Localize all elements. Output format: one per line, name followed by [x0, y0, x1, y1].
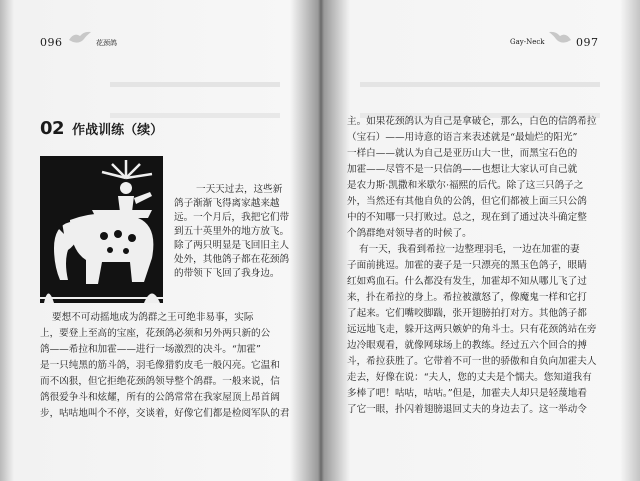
text-line: 多棒了吧！咕咕，咕咕。”但是，加霍夫人却只是轻蔑地看	[347, 388, 587, 399]
chapter-number: 02	[40, 118, 65, 139]
left-page-number: 096	[40, 36, 63, 49]
text-line: 有一天，我看到希拉一边整理羽毛，一边在加霍的妻	[359, 244, 580, 255]
text-line: 远远地飞走，躲开这两只嫉妒的角斗士。只有花颈鸽站在旁	[347, 324, 597, 335]
text-line: 步，咕咕地叫个不停，交谈着，好像它们都是检阅军队的君	[40, 408, 290, 419]
text-line: 除了两只明显是飞回旧主人	[174, 240, 290, 251]
right-running-head: Gay-Neck	[510, 38, 545, 46]
text-line: 鸽——希拉和加霍——进行一场激烈的决斗。“加霍”	[40, 344, 261, 355]
text-line: 了它一眼，扑闪着翅膀退回丈夫的身边去了。这一举动令	[347, 404, 587, 415]
text-line: 鸽子渐渐飞得离家越来越	[174, 198, 280, 209]
text-line: 是一只纯黑的筋斗鸽，羽毛像猎豹皮毛一般闪亮。它温和	[40, 360, 280, 371]
text-line: 一样白——就认为自己是亚历山大一世，而黑宝石色的	[347, 148, 578, 159]
text-line: 中的不知哪一只打败过。总之，现在到了通过决斗确定整	[347, 212, 587, 223]
bleed-through	[360, 82, 600, 118]
text-line: 边冷眼观看，就像网球场上的教练。经过五六个回合的搏	[347, 340, 587, 351]
text-line: 是农力斯·凯撒和米歇尔·福熙的后代。除了这三只鸽子之	[347, 180, 584, 191]
right-page-number: 097	[576, 36, 599, 49]
left-running-head: 花颈鸽	[96, 39, 117, 47]
chapter-heading	[40, 118, 163, 139]
elephant-rider-illustration	[40, 156, 163, 303]
dove-icon	[68, 30, 92, 46]
text-line: 处外，其他鸽子都在花颈鸽	[174, 254, 290, 265]
chapter-title: 作战训练（续）	[72, 123, 164, 138]
text-line: 个鸽群绝对领导者的时候了。	[347, 228, 472, 239]
bleed-through	[110, 82, 280, 118]
text-line: 而不凶狠，但它拒绝花颈鸽领导整个鸽群。一般来说，信	[40, 376, 280, 387]
text-line: 了起来。它们嘴咬脚踹，张开翅膀拍打对方。其他鸽子都	[347, 308, 587, 319]
text-line: 到五十英里外的地方放飞。	[174, 226, 290, 237]
text-line: 子面前挑逗。加霍的妻子是一只漂亮的黑玉色鸽子，眼睛	[347, 260, 587, 271]
text-line: 来，扑在希拉的身上。希拉被激怒了，像魔鬼一样和它打	[347, 292, 587, 303]
text-line: 外，当然还有其他自负的公鸽，但它们都被上面三只公鸽	[347, 196, 587, 207]
dove-icon	[548, 30, 572, 46]
text-line: 斗，希拉获胜了。它带着不可一世的骄傲和自负向加霍夫人	[347, 356, 597, 367]
text-line: 远。一个月后，我把它们带	[174, 212, 290, 223]
text-line: 主。如果花颈鸽认为自己是拿破仑，那么，白色的信鸽希拉	[347, 116, 597, 127]
text-line: 红如鸡血石。什么都没有发生，加霍却不知从哪儿飞了过	[347, 276, 587, 287]
text-line: 加霍——尽管不是一只信鸽——也想让大家认可自己就	[347, 164, 578, 175]
text-line: 的带领下飞回了我身边。	[174, 268, 280, 279]
text-line: 要想不可动摇地成为鸽群之王可绝非易事，实际	[52, 312, 254, 323]
text-line: （宝石）——用诗意的语言来表述就是“最灿烂的阳光”	[347, 132, 578, 143]
text-line: 鸽很爱争斗和炫耀，所有的公鸽常常在我家屋顶上昂首阔	[40, 392, 280, 403]
text-line: 上，要登上至高的宝座，花颈鸽必须和另外两只新的公	[40, 328, 271, 339]
text-line: 一天天过去，这些新	[196, 184, 283, 195]
text-line: 走去，好像在说：“夫人，您的丈夫是个懦夫。您知道我有	[347, 372, 592, 383]
